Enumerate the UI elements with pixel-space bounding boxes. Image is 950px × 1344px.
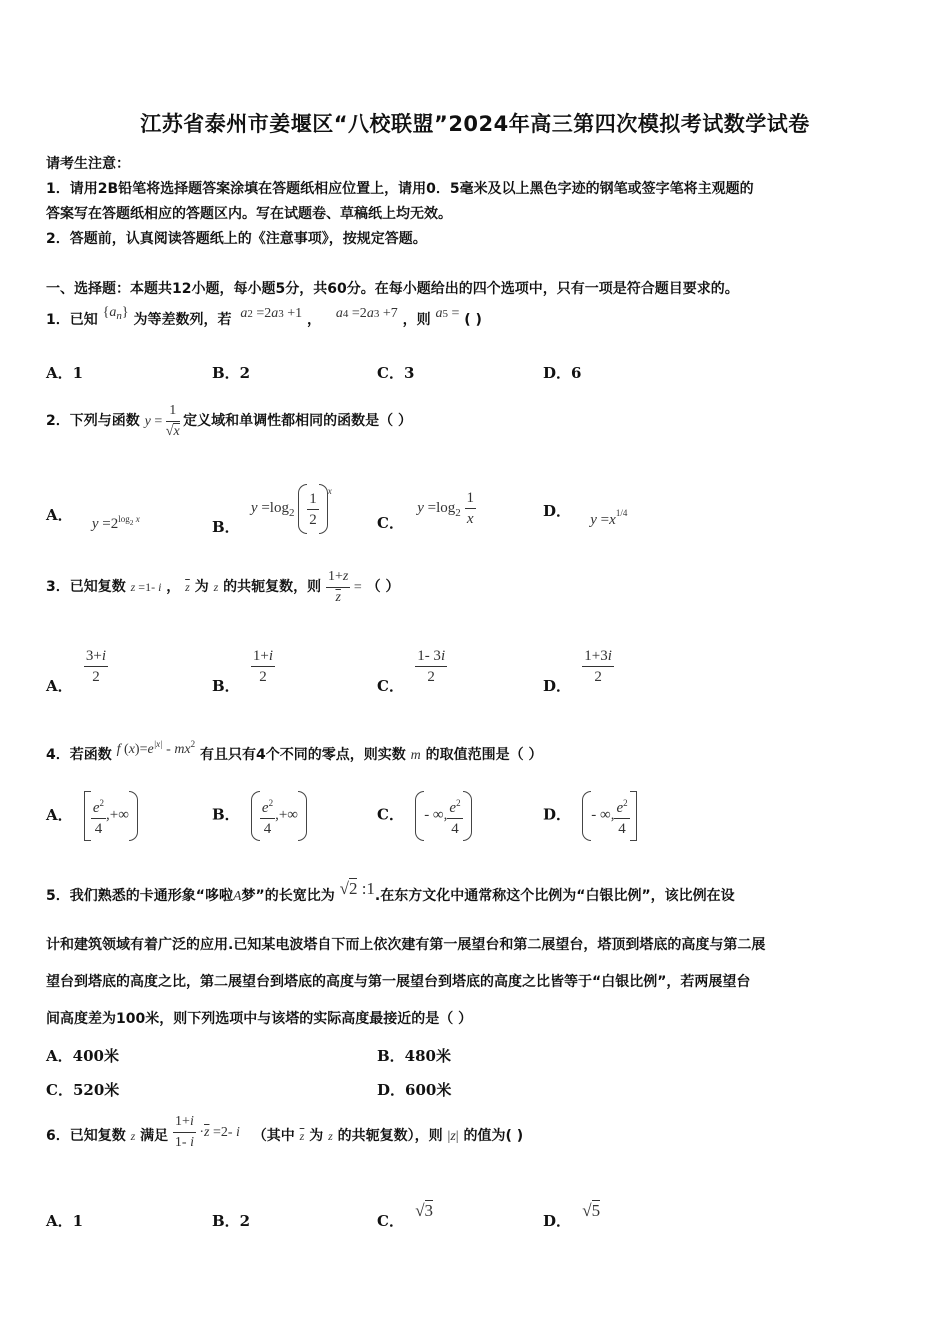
q5-ratio: √2 :1 xyxy=(339,879,375,898)
q5-line-3: 望台到塔底的高度之比，第二展望台到塔底的高度与第一展望台到塔底的高度之比皆等于“白银比例”，若两展望台 xyxy=(46,974,751,990)
q4-option-b-label: B． xyxy=(212,805,240,824)
q1-option-d[interactable]: D．6 xyxy=(543,364,582,382)
q1-text-4: ，则 xyxy=(402,312,431,328)
q6-text-6: 的值为( ) xyxy=(463,1128,524,1144)
q1-text-1: 1．已知 xyxy=(46,312,98,328)
q3-text-4: 的共轭复数，则 xyxy=(223,579,322,595)
q3-text-3: 为 xyxy=(194,579,209,595)
q3-text-5: （ ） xyxy=(366,579,400,595)
q4-option-c-label: C． xyxy=(377,805,404,824)
q1-text-3: ， xyxy=(307,312,322,328)
q2-option-c-formula: $y =\log_2$ $\frac{1}{x}$ xyxy=(417,490,474,527)
q3-option-c[interactable] xyxy=(377,646,447,695)
question-2 xyxy=(46,395,412,448)
q6-option-b[interactable]: B．2 xyxy=(212,1212,251,1230)
q2-text-1: 2．下列与函数 xyxy=(46,413,140,429)
q2-option-d-formula: $y =x^{1/4}$ xyxy=(590,508,628,528)
q3-option-c-formula: $\frac{1- 3i}{2}$ xyxy=(417,648,446,685)
notice-line-1b: 答案写在答题纸相应的答题区内。写在试题卷、草稿纸上均无效。 xyxy=(46,206,452,222)
q6-formula: $\frac{1+i}{1- i}$ $\cdot\overline{z} =2-$ i xyxy=(174,1114,240,1151)
q4-text-1: 4．若函数 xyxy=(46,747,112,763)
q3-text-2: ， xyxy=(166,579,181,595)
q5-line-4: 间高度差为100米，则下列选项中与该塔的实际高度最接近的是（ ） xyxy=(46,1011,473,1027)
q6-z2: z xyxy=(328,1129,333,1143)
q6-text-1: 6．已知复数 xyxy=(46,1128,126,1144)
q4-m: m xyxy=(410,748,421,763)
q5-option-d[interactable]: D．600米 xyxy=(377,1081,452,1099)
q2-option-c[interactable] xyxy=(377,488,476,532)
section-heading: 一、选择题：本题共12小题，每小题5分，共60分。在每小题给出的四个选项中，只有一项是符合题目要求的。 xyxy=(46,281,739,297)
q2-option-a[interactable] xyxy=(46,504,140,532)
q6-option-d-formula: √5 xyxy=(582,1201,601,1220)
q3-formula: $\frac{1+z}{z}$ = xyxy=(328,569,362,606)
q5-option-b[interactable]: B．480米 xyxy=(377,1047,451,1065)
q3-option-d-formula: $\frac{1+3i}{2}$ xyxy=(584,648,612,685)
q6-text-2: 满足 xyxy=(140,1128,169,1144)
q2-option-b-label: B． xyxy=(212,518,240,537)
q2-option-b[interactable] xyxy=(212,484,332,537)
q5-option-a[interactable]: A．400米 xyxy=(46,1047,119,1065)
q6-option-d[interactable] xyxy=(543,1201,601,1231)
q2-formula: y = $\frac{1}{√x}$ xyxy=(144,403,180,440)
q6-option-d-label: D． xyxy=(543,1212,572,1230)
question-3 xyxy=(46,564,400,611)
q2-option-d-label: D． xyxy=(543,502,572,520)
q1-eq-3: a5 = xyxy=(435,306,460,321)
q2-option-d[interactable] xyxy=(543,500,628,528)
q3-option-b-label: B． xyxy=(212,676,240,695)
q4-option-d-formula: - ∞, $\frac{e^2}{4}$ xyxy=(582,807,636,823)
q1-option-c[interactable]: C．3 xyxy=(377,364,415,382)
q1-text-2: 为等差数列，若 xyxy=(133,312,232,328)
q4-option-d-label: D． xyxy=(543,805,572,824)
q2-option-a-formula: $y =2^{log_2 x}$ xyxy=(91,514,140,532)
q6-zbar: $\overline{z}$ xyxy=(299,1129,305,1143)
q2-option-c-label: C． xyxy=(377,513,404,532)
q6-abs-z: |z| xyxy=(447,1129,459,1144)
q3-option-a[interactable] xyxy=(46,646,108,695)
question-1 xyxy=(46,305,482,339)
q5-text-2: .在东方文化中通常称这个比例为“白银比例”，该比例在设 xyxy=(374,888,735,904)
q4-formula: f $(x)=e^{|x|} - mx^2$ xyxy=(116,739,196,757)
q3-option-c-label: C． xyxy=(377,676,404,695)
q5-option-c[interactable]: C．520米 xyxy=(46,1081,120,1099)
q4-option-b[interactable] xyxy=(212,791,307,841)
q6-text-4: 为 xyxy=(309,1128,324,1144)
q4-text-3: 的取值范围是（ ） xyxy=(425,747,543,763)
q6-z: z xyxy=(130,1129,136,1143)
q3-z-def: z =1- i xyxy=(130,580,162,594)
q6-text-3: （其中 xyxy=(252,1128,295,1144)
q1-text-5: ( ) xyxy=(464,312,482,328)
q3-option-d-label: D． xyxy=(543,676,572,695)
q1-eq-1: a2 =2a3 +1 xyxy=(240,306,303,321)
q6-option-c-formula: √3 xyxy=(415,1201,434,1220)
q3-option-a-label: A． xyxy=(46,676,73,695)
q2-text-2: 定义域和单调性都相同的函数是（ ） xyxy=(183,413,413,429)
q5-a: A xyxy=(232,889,242,904)
q4-option-a-label: A． xyxy=(46,806,73,825)
q5-text-1b: 梦”的长宽比为 xyxy=(241,888,335,904)
q5-line-1 xyxy=(46,876,908,915)
q1-option-a[interactable]: A．1 xyxy=(46,364,84,382)
q6-option-a[interactable]: A．1 xyxy=(46,1212,84,1230)
q6-option-c[interactable] xyxy=(377,1201,434,1231)
q3-option-b-formula: $\frac{1+i}{2}$ xyxy=(252,648,274,685)
notice-line-1a: 1．请用2B铅笔将选择题答案涂填在答题纸相应位置上，请用0．5毫米及以上黑色字迹的钢笔或签字笔将主观题的 xyxy=(46,181,754,197)
notice-heading: 请考生注意： xyxy=(46,156,130,172)
q2-option-a-label: A． xyxy=(46,506,73,524)
q3-option-d[interactable] xyxy=(543,646,614,695)
question-6 xyxy=(46,1112,523,1161)
notice-line-2: 2．答题前，认真阅读答题纸上的《注意事项》，按规定答题。 xyxy=(46,231,427,247)
q3-text-1: 3．已知复数 xyxy=(46,579,126,595)
q3-option-b[interactable] xyxy=(212,646,275,695)
question-5 xyxy=(46,876,908,1038)
q1-option-b[interactable]: B．2 xyxy=(212,364,251,382)
page-title: 江苏省泰州市姜堰区“八校联盟”2024年高三第四次模拟考试数学试卷 xyxy=(140,112,810,136)
q4-text-2: 有且只有4个不同的零点，则实数 xyxy=(200,747,406,763)
q4-option-d[interactable] xyxy=(543,791,637,841)
q3-zbar: $\overline{z}$ xyxy=(185,580,190,594)
q6-option-c-label: C． xyxy=(377,1212,404,1230)
q5-line-2: 计和建筑领域有着广泛的应用.已知某电波塔自下而上依次建有第一展望台和第二展望台，塔顶到塔底的高度与第二展 xyxy=(46,937,766,953)
q4-option-a[interactable] xyxy=(46,791,138,841)
q6-text-5: 的共轭复数），则 xyxy=(337,1128,443,1144)
q4-option-c-formula: - ∞, $\frac{e^2}{4}$ xyxy=(415,807,471,823)
q2-option-b-formula: $y =\log_2$ $\frac{1}{2}$ $^x$ xyxy=(251,500,332,516)
q4-option-b-formula: $\frac{e^2}{4}$ ,+∞ xyxy=(251,807,307,823)
q4-option-a-formula: $\frac{e^2}{4}$ ,+∞ xyxy=(84,807,138,823)
q5-text-1: 5．我们熟悉的卡通形象“哆啦 xyxy=(46,888,233,904)
question-4 xyxy=(46,732,543,774)
q3-option-a-formula: $\frac{3+i}{2}$ xyxy=(85,648,107,685)
q1-seq-formula: $\{a_n\}$ xyxy=(102,305,129,322)
q1-eq-2: a4 =2a3 +7 xyxy=(335,306,398,321)
q3-z: z xyxy=(213,580,219,594)
q4-option-c[interactable] xyxy=(377,791,472,841)
